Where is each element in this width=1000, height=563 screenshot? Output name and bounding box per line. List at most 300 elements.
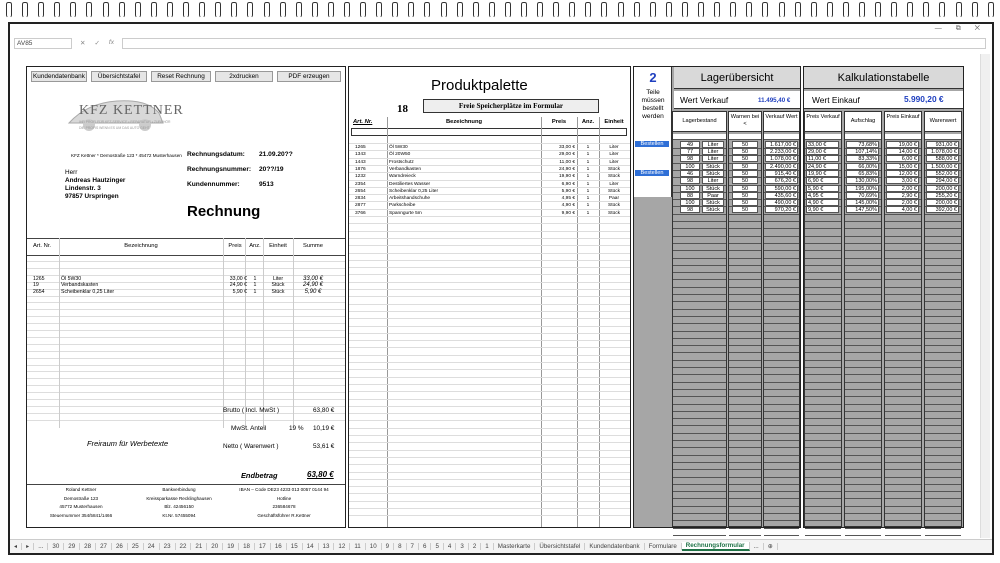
sheet-tab[interactable]: 25 [128,543,144,550]
grid-line [845,360,881,361]
palette-cell: Öl 5W30 [389,145,408,150]
sheet-tab[interactable]: Kundendatenbank [585,543,644,550]
kalk-cell: 200,00 € [926,199,959,206]
sheet-tab[interactable]: 9 [382,543,394,550]
grid-line [729,250,761,251]
order-count: 2 [649,70,657,85]
free-count: 18 [397,103,408,115]
grid-line [729,425,761,426]
button-0[interactable]: Kundendatenbank [31,71,87,82]
palette-cell: 1232 [355,174,366,180]
spiral-ring [521,2,527,18]
vertical-scrollbar[interactable] [980,54,990,538]
sheet-tab[interactable]: 18 [239,543,255,550]
sheet-tab[interactable]: 22 [176,543,192,550]
einkauf-label: Wert Einkauf [812,95,860,105]
lager-header: Warnen bei < [729,112,761,132]
grid-line [805,374,841,375]
palette-row-line [349,238,630,239]
lager-title: Lagerübersicht [674,67,800,89]
confirm-icon[interactable]: ✓ [94,40,100,47]
grid-line [845,272,881,273]
kalk-cell: 4,00 € [886,206,919,213]
palette-row-line [349,420,630,421]
sheet-tab[interactable]: Übersichtstafel [535,543,585,550]
grid-line [845,528,881,529]
palette-row-line [349,464,630,465]
footer-cell: 45772 Musterhausen [59,504,103,509]
palette-cell: Destiliertes Wasser [389,181,431,187]
palette-cell: 1265 [355,145,366,150]
grid-line [729,396,761,397]
sheet-tab[interactable]: 10 [366,543,382,550]
invoice-header-4: Einheit [269,243,287,249]
spiral-ring [843,2,849,18]
grid-line [764,243,799,244]
spiral-ring [650,2,656,18]
cancel-icon[interactable]: ✕ [80,40,86,47]
row-line [27,344,345,345]
grid-line [805,513,841,514]
palette-col-line [599,117,600,527]
col-line [59,238,60,428]
grid-line [764,250,799,251]
meta-label: Rechnungsnummer: [187,166,252,173]
button-1[interactable]: Übersichtstafel [91,71,147,82]
lager-unit: Stück [702,163,724,170]
grid-line [925,513,961,514]
palette-row-line [349,143,630,144]
grid-line [729,221,761,222]
row-line [27,337,345,338]
palette-cell: 1 [586,152,590,158]
sheet-tab[interactable]: ◂ [10,543,22,550]
grid-line [885,411,921,412]
grid-line [673,411,726,412]
footer-cell: Steuernummer 354/5841/1466 [49,512,113,518]
sheet-tab[interactable]: 11 [350,543,365,550]
spiral-ring [569,2,575,18]
invoice-cell: 24,90 € [229,282,247,289]
kalk-title: Kalkulationstabelle [804,67,963,89]
grid-line [764,520,799,521]
lager-qty: 98 [680,155,700,162]
kalk-cell: 255,20 € [926,192,959,199]
grid-line [885,265,921,266]
grid-line [885,374,921,375]
grid-line [885,469,921,470]
grid-line [764,396,799,397]
einkauf-value: 5.990,20 € [904,94,944,104]
grid-line [805,455,841,456]
spiral-ring [489,2,495,18]
palette-row-line [349,442,630,443]
grid-line [764,258,799,259]
grid-line [925,506,961,507]
lager-panel [633,66,801,528]
grid-line [805,389,841,390]
spiral-ring [247,2,253,18]
grid-line [925,265,961,266]
kalk-filter-row[interactable] [845,134,881,140]
sheet-tab[interactable]: 8 [394,543,406,550]
grid-line [805,469,841,470]
lager-warn: 50 [732,206,758,213]
grid-line [845,374,881,375]
palette-row-line [349,304,630,305]
grid-line [673,506,726,507]
window-controls[interactable]: — ⧉ ✕ [934,25,986,32]
grid-line [845,279,881,280]
grid-line [845,513,881,514]
palette-cell: Liter [609,159,619,165]
grid-line [729,491,761,492]
grid-line [729,294,761,295]
sheet-tab[interactable]: 4 [444,543,456,550]
grid-line [729,243,761,244]
palette-row-line [349,209,630,210]
palette-cell: 29,00 € [558,152,575,158]
sheet-tab[interactable]: Rechnungsformular [682,542,750,551]
spiral-ring [344,2,350,18]
palette-row-line [349,333,630,334]
total-label: Netto ( Warenwert ) [223,443,279,450]
grid-line [673,462,726,463]
kalk-cell: 6,00 € [886,155,919,162]
palette-row-line [349,187,630,188]
grid-line [729,301,761,302]
kalk-filter-row[interactable] [885,134,921,140]
kalk-cell: 1.078,00 € [926,148,959,155]
formula-bar [10,36,992,50]
grid-line [805,498,841,499]
invoice-cell: Verbandskasten [61,282,99,289]
logo-slogan: DIE PROFIS WENN ES UM DAS AUTO GEHT [79,126,150,130]
meta-value: 20??/19 [259,166,284,173]
kalk-cell: 4,90 € [806,199,839,206]
sheet-tab[interactable]: 21 [191,543,207,550]
grid-line [764,279,799,280]
kalk-cell: 195,00% [846,185,879,192]
grid-line [885,477,921,478]
grid-line [673,236,726,237]
palette-cell: Stück [608,188,620,194]
sheet-tab[interactable]: ... [34,543,48,550]
mwst-percent: 19 % [289,425,304,432]
grid-line [925,382,961,383]
palette-cell: 1 [586,145,590,150]
kalk-filter-row[interactable] [925,134,961,140]
grid-line [845,301,881,302]
kalk-cell: 70,69% [846,192,879,199]
sheet-tab[interactable]: 16 [271,543,287,550]
palette-row-line [349,406,630,407]
palette-cell: Stück [608,166,620,172]
spiral-ring [746,2,752,18]
lager-filter-row[interactable] [764,134,799,140]
grid-line [673,374,726,375]
spiral-ring [38,2,44,18]
grid-line [673,389,726,390]
grid-line [925,491,961,492]
grid-line [925,469,961,470]
row-line [27,358,345,359]
sheet-tab[interactable]: 29 [64,543,80,550]
invoice-cell: 19 [33,282,39,289]
total-value: 10,19 € [313,425,335,432]
grid-line [764,265,799,266]
kalk-cell: 66,00% [846,163,879,170]
grid-line [805,535,841,536]
grid-line [764,535,799,536]
grid-line [729,367,761,368]
row-line [27,378,345,379]
spiral-ring [183,2,189,18]
sheet-tab[interactable]: 13 [319,543,335,550]
lager-unit: Stück [702,206,724,213]
invoice-cell: Scheibenklar 0,25 Liter [61,288,115,295]
grid-line [805,506,841,507]
name-box[interactable]: AV85 [14,38,72,49]
grid-line [885,258,921,259]
sheet-tab[interactable]: ... [750,543,764,550]
sheet-tab[interactable]: Masterkarte [494,543,536,550]
grid-line [764,528,799,529]
kalk-filter-row[interactable] [805,134,841,140]
grid-line [845,221,881,222]
invoice-cell: 33,00 € [302,276,324,282]
formula-icons [72,39,122,47]
palette-header-2: Preis [551,119,567,125]
grid-line [845,323,881,324]
sheet-tab[interactable]: 30 [48,543,64,550]
sheet-tab[interactable]: 6 [419,543,431,550]
palette-row-line [349,180,630,181]
grid-line [805,214,841,215]
lager-unit: Liter [702,148,724,155]
sheet-tab[interactable]: 7 [407,543,419,550]
grid-line [673,294,726,295]
sheet-tab[interactable]: 20 [207,543,223,550]
sheet-tab[interactable]: 1 [481,543,493,550]
grid-line [764,411,799,412]
grid-line [673,513,726,514]
grid-line [673,535,726,536]
grid-line [805,491,841,492]
grid-line [764,272,799,273]
grid-line [805,287,841,288]
grid-line [805,418,841,419]
lager-wert: 915,40 € [765,170,798,177]
palette-cell: Warndreieck [389,174,416,180]
grid-line [925,301,961,302]
grid-line [764,425,799,426]
sheet-tab[interactable]: 14 [303,543,319,550]
grid-line [885,338,921,339]
grid-line [764,309,799,310]
grid-line [764,477,799,478]
grid-line [729,258,761,259]
spiral-ring [714,2,720,18]
palette-row-line [349,479,630,480]
grid-line [673,418,726,419]
grid-line [885,331,921,332]
lager-warn: 50 [732,177,758,184]
sheet-tabs [10,539,992,553]
lager-unit: Liter [702,141,724,148]
grid-line [729,389,761,390]
button-2[interactable]: Reset Rechnung [151,71,211,82]
grid-line [845,258,881,259]
palette-row-line [349,384,630,385]
lager-filter-row[interactable] [673,134,726,140]
sheet-tab[interactable]: 5 [431,543,443,550]
grid-line [845,506,881,507]
grid-line [729,520,761,521]
invoice-cell: 1265 [33,276,45,282]
formula-input[interactable] [122,38,986,49]
sheet-tab[interactable]: ▸ [22,543,34,550]
palette-row-line [349,399,630,400]
grid-line [885,491,921,492]
grid-line [885,323,921,324]
lager-wert: 1.617,00 € [765,141,798,148]
grid-line [729,498,761,499]
sheet-tab[interactable]: 12 [334,543,350,550]
grid-line [673,528,726,529]
grid-line [925,214,961,215]
row-line [27,261,345,262]
grid-line [805,309,841,310]
header-rule-top [27,238,345,239]
invoice-title: Rechnung [187,203,261,220]
grid-line [885,447,921,448]
sheet-tab[interactable]: 26 [112,543,128,550]
kalk-cell: 3,00 € [886,177,919,184]
sheet-tab[interactable]: 2 [469,543,481,550]
sheet-tab[interactable]: 27 [96,543,112,550]
palette-cell: 4,95 € [561,196,575,202]
grid-line [805,484,841,485]
spiral-ring [859,2,865,18]
footer-cell: Geschäftsführer R.Kettner [257,512,311,518]
row-line [27,413,345,414]
grid-line [805,279,841,280]
palette-row-line [349,347,630,348]
grid-line [805,236,841,237]
grid-line [673,338,726,339]
grid-line [845,455,881,456]
grid-line [925,345,961,346]
lager-filter-row[interactable] [729,134,761,140]
invoice-header-1: Bezeichnung [124,243,158,249]
spiral-ring [6,2,12,18]
invoice-cell: 2654 [33,288,45,295]
bestellen-button[interactable]: Bestellen [635,170,669,177]
button-3[interactable]: 2xdrucken [215,71,273,82]
grid-line [845,498,881,499]
palette-cell: 2354 [355,181,366,187]
row-line [27,420,345,421]
kalk-cell: 5,90 € [806,185,839,192]
palette-header-3: Anz. [581,119,595,125]
sheet-tab[interactable]: 15 [287,543,303,550]
kalk-cell: 2,00 € [886,199,919,206]
verkauf-value: 11.495,40 € [758,97,791,104]
lager-warn: 50 [732,199,758,206]
kalk-cell: 200,00 € [926,185,959,192]
spiral-ring [215,2,221,18]
palette-cell: 11,00 € [559,159,575,165]
sheet-tab[interactable]: ⊕ [764,543,778,550]
sheet-tab[interactable]: 3 [456,543,468,550]
spiral-ring [682,2,688,18]
grid-line [805,258,841,259]
grid-line [764,440,799,441]
palette-row-line [349,311,630,312]
grid-line [764,338,799,339]
sheet-tab[interactable]: 23 [160,543,176,550]
spiral-ring [972,2,978,18]
row-line [27,365,345,366]
palette-cell: 1 [586,181,590,187]
grid-line [805,382,841,383]
total-value: 63,80 € [313,407,335,414]
grid-line [925,352,961,353]
grid-line [729,477,761,478]
bestellen-button[interactable]: Bestellen [635,141,669,148]
lager-wert: 1.078,00 € [765,155,798,162]
grid-line [845,462,881,463]
grid-line [925,455,961,456]
kalk-cell: 588,00 € [926,155,959,162]
grid-line [729,323,761,324]
grid-line [805,528,841,529]
grid-line [885,513,921,514]
lager-warn: 50 [732,148,758,155]
grid-line [845,440,881,441]
palette-cell: 3766 [355,210,366,216]
product-palette-panel [348,66,631,528]
palette-input-row[interactable] [351,128,627,136]
fx-icon[interactable]: fx [108,39,114,46]
grid-line [925,389,961,390]
lager-warn: 50 [732,170,758,177]
palette-row-line [349,296,630,297]
sheet-tab[interactable]: 24 [144,543,160,550]
grid-line [885,316,921,317]
grid-line [764,513,799,514]
lager-header: Verkauf Wert [764,112,799,132]
palette-cell: Stück [608,174,620,180]
grid-line [845,418,881,419]
grid-line [764,228,799,229]
sheet-tab[interactable]: 17 [255,543,271,550]
palette-row-line [349,369,630,370]
kalk-cell: 1.500,00 € [926,163,959,170]
grid-line [885,360,921,361]
spiral-ring [280,2,286,18]
sheet-tab[interactable]: 28 [80,543,96,550]
button-4[interactable]: PDF erzeugen [277,71,341,82]
grid-line [925,528,961,529]
grid-line [885,506,921,507]
invoice-header-0: Art. Nr. [33,243,52,249]
sheet-tab[interactable]: 19 [223,543,239,550]
lager-wert: 676,20 € [765,177,798,184]
sheet-tab[interactable]: Formulare [645,543,682,550]
footer-cell: Kt.Nr. 57455094 [162,512,196,518]
